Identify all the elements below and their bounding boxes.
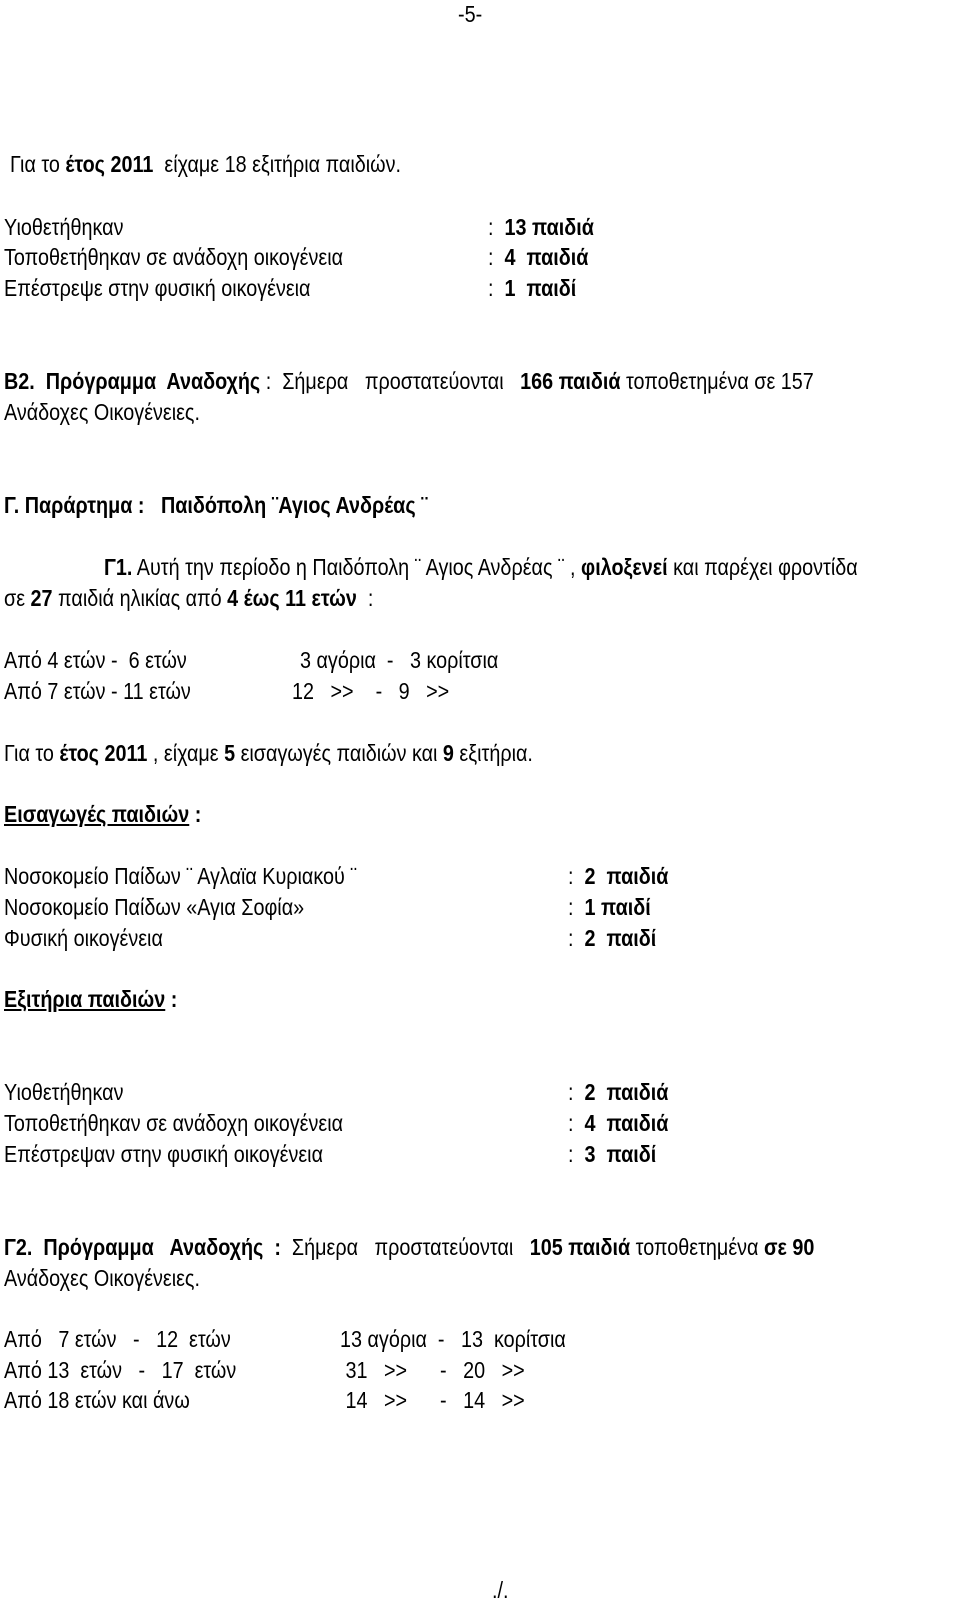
admission-value: : 1 παιδί xyxy=(568,894,651,920)
age-range: Από 7 ετών - 11 ετών xyxy=(4,678,191,704)
exits-b-value: : 4 παιδιά xyxy=(488,244,589,270)
section-g-title: Γ. Παράρτημα : Παιδόπολη ¨Αγιος Ανδρέας ¨ xyxy=(4,492,428,518)
age-range: Από 7 ετών - 12 ετών xyxy=(4,1326,231,1352)
page-number: -5- xyxy=(458,1,483,27)
age-counts: 31 >> - 20 >> xyxy=(340,1357,525,1383)
b2-paragraph-line2: Ανάδοχες Οικογένειες. xyxy=(4,399,200,425)
exit-label: Επέστρεψαν στην φυσική οικογένεια xyxy=(4,1141,324,1167)
age-counts: 14 >> - 14 >> xyxy=(340,1387,525,1413)
exit-label: Υιοθετήθηκαν xyxy=(4,1079,124,1105)
g1-paragraph-line1: Γ1. Αυτή την περίοδο η Παιδόπολη ¨ Αγιος Ανδρέας ¨ , φιλοξενεί και παρέχει φροντίδα xyxy=(104,554,858,580)
admission-label: Νοσοκομείο Παίδων «Αγια Σοφία» xyxy=(4,894,305,920)
exits-b-value: : 13 παιδιά xyxy=(488,214,594,240)
age-range: Από 18 ετών και άνω xyxy=(4,1387,190,1413)
admission-label: Νοσοκομείο Παίδων ¨ Αγλαϊα Κυριακού ¨ xyxy=(4,863,357,889)
exit-value: : 4 παιδιά xyxy=(568,1110,669,1136)
age-counts: 3 αγόρια - 3 κορίτσια xyxy=(300,647,499,673)
g2-paragraph-line2: Ανάδοχες Οικογένειες. xyxy=(4,1265,200,1291)
admission-label: Φυσική οικογένεια xyxy=(4,925,163,951)
exits-b-label: Επέστρεψε στην φυσική οικογένεια xyxy=(4,275,311,301)
exits-heading: Εξιτήρια παιδιών : xyxy=(4,986,178,1012)
exit-value: : 3 παιδί xyxy=(568,1141,657,1167)
b2-paragraph-line1: Β2. Πρόγραμμα Αναδοχής : Σήμερα προστατεύονται 166 παιδιά τοποθετημένα σε 157 xyxy=(4,368,814,394)
exits-b-value: : 1 παιδί xyxy=(488,275,577,301)
summary-2011-line: Για το έτος 2011 , είχαμε 5 εισαγωγές παιδιών και 9 εξιτήρια. xyxy=(4,740,533,766)
exit-label: Τοποθετήθηκαν σε ανάδοχη οικογένεια xyxy=(4,1110,344,1136)
g1-paragraph-line2: σε 27 παιδιά ηλικίας από 4 έως 11 ετών : xyxy=(4,585,374,611)
exits-b-label: Υιοθετήθηκαν xyxy=(4,214,124,240)
exit-value: : 2 παιδιά xyxy=(568,1079,669,1105)
age-range: Από 4 ετών - 6 ετών xyxy=(4,647,187,673)
admission-value: : 2 παιδιά xyxy=(568,863,669,889)
g2-paragraph-line1: Γ2. Πρόγραμμα Αναδοχής : Σήμερα προστατεύονται 105 παιδιά τοποθετημένα σε 90 xyxy=(4,1234,815,1260)
admission-value: : 2 παιδί xyxy=(568,925,657,951)
age-range: Από 13 ετών - 17 ετών xyxy=(4,1357,237,1383)
exits-b-label: Τοποθετήθηκαν σε ανάδοχη οικογένεια xyxy=(4,244,344,270)
age-counts: 12 >> - 9 >> xyxy=(292,678,450,704)
age-counts: 13 αγόρια - 13 κορίτσια xyxy=(340,1326,566,1352)
admissions-heading: Εισαγωγές παιδιών : xyxy=(4,801,202,827)
page-continuation-mark: ./. xyxy=(492,1577,509,1603)
intro-2011-line: Για το έτος 2011 είχαμε 18 εξιτήρια παιδιών. xyxy=(10,151,401,177)
